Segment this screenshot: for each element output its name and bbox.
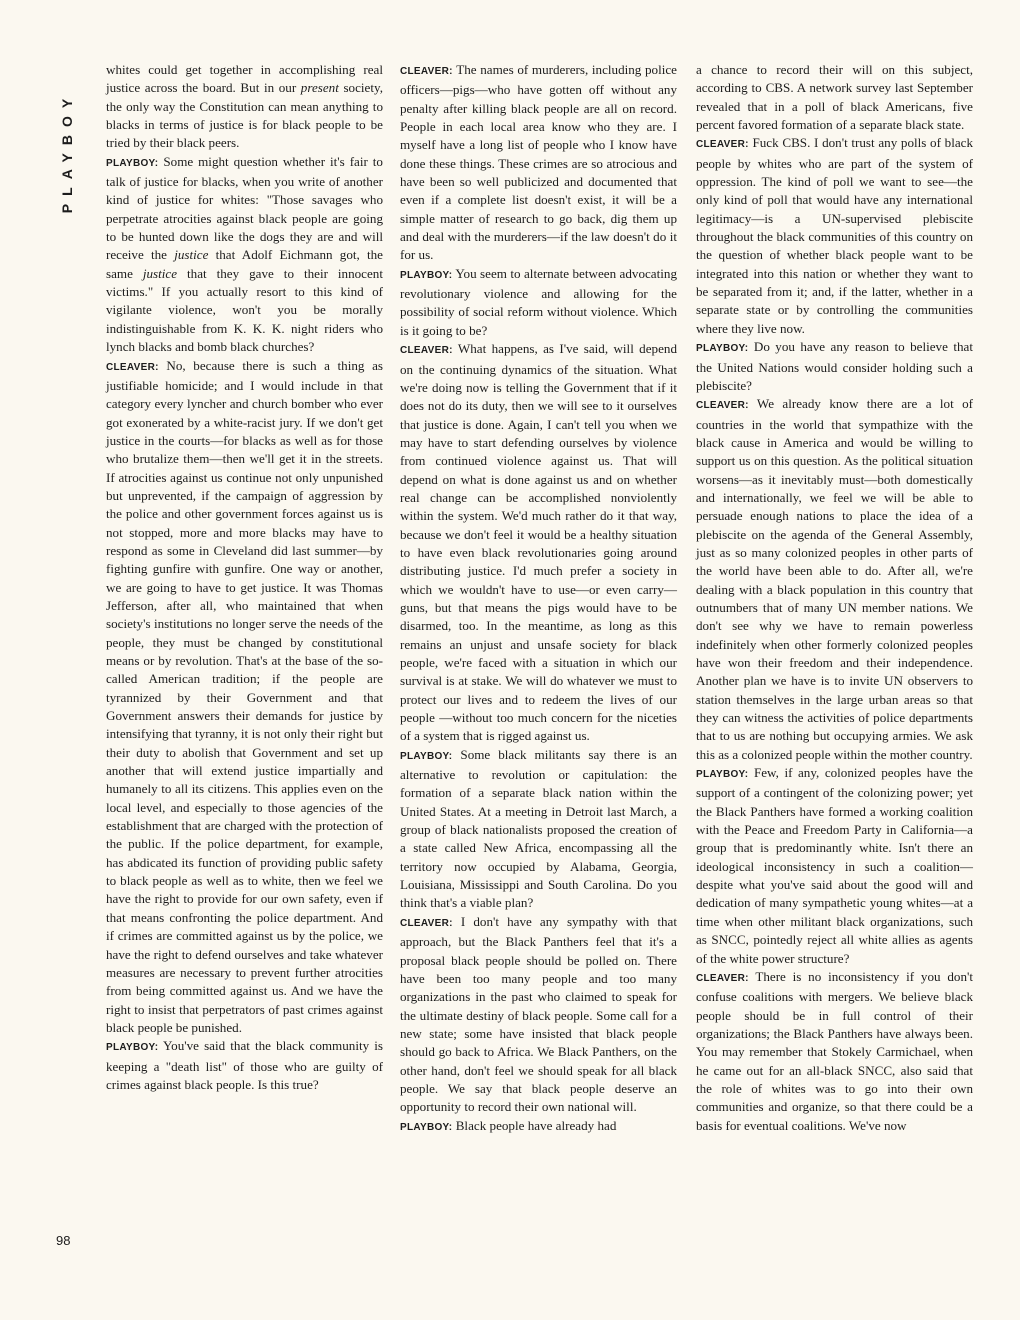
body-text: Some might question whether it's fair to talk of justice for blacks, when you write of another kind of justice for whites: "Those savages who perpetrate atrocities against black people are going to be hunted down like the dogs they are and will receive the — [106, 153, 383, 263]
body-text: What happens, as I've said, will depend on the continuing dynamics of the situation. What we're doing now is telling the Government that if it does not do its duty, then we will see to it ourselves that justice is done. Again, I can't tell you when we may have to start defending ourselves by violence from continued violence against us. That will depend on what is done against us and on whether real change can be accomplished nonviolently within the system. We'd much rather do it that way, because we don't feel it would be a healthy situation to have even black revolutionaries going around distributing justice. I'd much prefer a society in which we wouldn't have to use—or even carry—guns, but that means the pigs would have to be disarmed, too. In the meantime, as long as this remains an unjust and unsafe society for black people, we're faced with a situation in which our survival is at stake. We will do whatever we must to protect our lives and to redeem the lives of our people —without too much concern for the niceties of a system that is rigged against us. — [400, 341, 677, 744]
body-text: You seem to alternate between advocating revolutionary violence and allowing for the possibility of social reform without violence. Which is it going to be? — [400, 265, 677, 338]
body-text: Fuck CBS. I don't trust any polls of black people by whites who are part of the system of oppression. The kind of poll we want to see—the only kind of poll that would have any international legitimacy—is a UN-supervised plebiscite throughout the black communities of this country on the question of whether black people want to be integrated into this nation or whether they want to be separated from it; and, if the latter, whether in a separate state or by controlling the communities where they live now. — [696, 135, 973, 336]
paragraph — [696, 968, 973, 1135]
italic-emphasis: justice — [142, 265, 178, 281]
paragraph — [106, 153, 383, 357]
running-head — [52, 62, 82, 242]
paragraph — [400, 61, 677, 265]
paragraph — [106, 61, 383, 153]
italic-emphasis: present — [300, 80, 339, 96]
text-column-3 — [696, 61, 973, 1135]
speaker-label: CLEAVER: — [400, 917, 453, 929]
body-text: Black people have already had — [455, 1117, 617, 1133]
paragraph — [400, 913, 677, 1117]
paragraph — [106, 357, 383, 1038]
paragraph — [696, 395, 973, 764]
speaker-label: PLAYBOY: — [106, 157, 159, 169]
body-text: society, the only way the Constitution can mean anything to blacks in terms of justice is for black people to be tried by their black peers. — [106, 80, 383, 151]
body-text: that Adolf Eichmann got, the same — [106, 247, 383, 281]
body-text: Some black militants say there is an alternative to revolution or capitulation: the formation of a separate black nation within the United States. At a meeting in Detroit last March, a group of black nationalists proposed the creation of a state called New Africa, encompassing all the territory now occupied by Alabama, Georgia, Louisiana, Mississippi and South Carolina. Do you think that's a viable plan? — [400, 746, 677, 911]
paragraph — [696, 764, 973, 968]
body-text: Few, if any, colonized peoples have the support of a contingent of the colonizing power; yet the Black Panthers have formed a working coalition with the Peace and Freedom Party in California—a group that is predominantly white. Isn't there an ideological inconsistency in such a coalition—despite what you've said about the good will and dedication of many sympathetic young whites—at a time when other militant black organizations, such as SNCC, pointedly reject all white allies as agents of the white power structure? — [696, 765, 973, 966]
speaker-label: PLAYBOY: — [400, 750, 453, 762]
body-text: No, because there is such a thing as justifiable homicide; and I would include in that category every lyncher and church bomber who ever got exonerated by a white-racist jury. If we don't get justice in the courts—for blacks as well as for those who brutalize them—then we'll get it in the streets. If atrocities against us continue not only unpunished but unprevented, if the campaign of aggression by the police and other government forces against us is not stopped, more and more blacks may have to respond as some in Cleveland did last summer—by fighting gunfire with gunfire. One way or another, we are going to have to get justice. It was Thomas Jefferson, after all, who maintained that when society's institutions no longer serve the needs of the people, they must be changed by constitutional means or by revolution. That's at the base of the so-called American tradition; if the people are tyrannized by their Government and that Government answers their demands for justice by intensifying that tyranny, it is not only their right but their duty to abolish that Government and set up another that will extend justice impartially and humanely to all its citizens. This applies even on the local level, and especially to those agencies of the establishment that are charged with the protection of the public. If the police department, for example, has abdicated its function of providing public safety to black people as well as to white, then we feel we have the right to provide for our own safety, even if that means confronting the police department. And if crimes are committed against us by the police, we have the right to defend ourselves and take whatever measures are necessary to prevent further atrocities from being committed against us. And we have the right to insist that perpetrators of past crimes against black people be punished. — [106, 357, 383, 1035]
text-column-1 — [106, 61, 383, 1094]
body-text: whites could get together in accomplishing real justice across the board. But in our — [106, 62, 383, 96]
paragraph — [400, 746, 677, 913]
speaker-label: PLAYBOY: — [696, 769, 749, 781]
body-text: that they gave to their innocent victims." If you actually resort to this kind of vigilante violence, won't you be morally indistinguishable from K. K. K. night riders who lynch blacks and bomb black churches? — [106, 265, 383, 355]
body-text: Do you have any reason to believe that the United Nations would consider holding such a plebiscite? — [696, 339, 973, 393]
body-text: a chance to record their will on this subject, according to CBS. A network survey last September revealed that in a poll of black Americans, five percent favored formation of a separate black state. — [696, 62, 973, 133]
paragraph — [696, 61, 973, 134]
paragraph — [400, 265, 677, 340]
paragraph — [696, 338, 973, 395]
body-text: The names of murderers, including police officers—pigs—who have gotten off without any penalty after killing black people are all on record. People in each local area know who they are. I myself have a long list of people who I know have done these things. These crimes are so atrocious and have been so well publicized and documented that even if a complete list doesn't exist, it will be a simple matter of research to go back, dig them up and deal with the murderers—if the law doesn't do it for us. — [400, 62, 677, 263]
speaker-label: PLAYBOY: — [106, 1042, 159, 1054]
body-text: I don't have any sympathy with that approach, but the Black Panthers feel that it's a proposal black people should be polled on. There have been too many people and too many organizations in the past who claimed to speak for the ultimate destiny of black people. Some call for a new state; some have insisted that black people should go back to Africa. We Black Panthers, on the other hand, don't feel we should speak for all black people. We say that black people deserve an opportunity to record their own national will. — [400, 913, 677, 1115]
body-text: There is no inconsistency if you don't confuse coalitions with mergers. We believe black people should be in full control of their organizations; the Black Panthers have always been. You may remember that Stokely Carmichael, when he came out for an all-black SNCC, also said that the role of whites was to go into their own communities and organize, so that there could be a basis for eventual coalitions. We've now — [696, 968, 973, 1133]
speaker-label: PLAYBOY: — [696, 343, 749, 355]
running-head-text: PLAYBOY — [59, 90, 75, 214]
speaker-label: CLEAVER: — [400, 345, 453, 357]
speaker-label: PLAYBOY: — [400, 1121, 453, 1133]
speaker-label: CLEAVER: — [106, 361, 159, 373]
italic-emphasis: justice — [174, 247, 209, 263]
page-number: 98 — [56, 1233, 71, 1248]
paragraph — [696, 134, 973, 338]
body-text: You've said that the black community is keeping a "death list" of those who are guilty of crimes against black people. Is this true? — [106, 1038, 383, 1092]
paragraph — [400, 1117, 677, 1137]
body-text: We already know there are a lot of countries in the world that sympathize with the black cause in America and would be willing to support us on this question. As the political situation worsens—as it inevitably must—both domestically and internationally, we feel we will be able to persuade enough nations to place the idea of a plebiscite on the agenda of the General Assembly, just as so many colonized peoples in other parts of the world have been able to do. After all, we're dealing with a black population in this country that outnumbers that of many UN member nations. We don't see why we have to remain powerless indefinitely when other formerly colonized peoples have won their freedom and their independence. Another plan we have is to invite UN observers to station themselves in the large urban areas so that they can witness the activities of police departments that to us are nothing but occupying armies. We ask this as a colonized people within the mother country. — [696, 396, 973, 762]
speaker-label: CLEAVER: — [696, 139, 749, 151]
speaker-label: CLEAVER: — [696, 400, 749, 412]
speaker-label: CLEAVER: — [400, 66, 453, 77]
speaker-label: CLEAVER: — [696, 972, 749, 984]
speaker-label: PLAYBOY: — [400, 269, 453, 281]
paragraph — [106, 1037, 383, 1094]
text-column-2 — [400, 61, 677, 1137]
paragraph — [400, 340, 677, 746]
